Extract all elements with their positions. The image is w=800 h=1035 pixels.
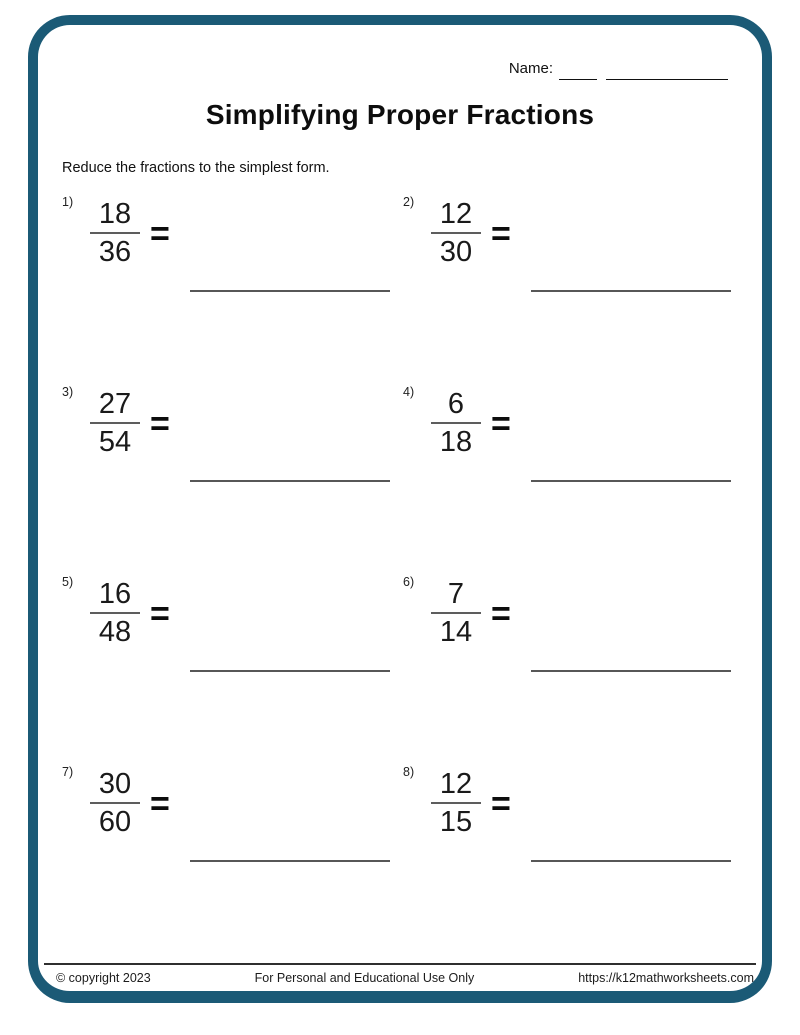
fraction-denominator: 54 [98, 426, 132, 459]
fraction-denominator: 18 [439, 426, 473, 459]
fraction [431, 768, 481, 839]
problem-number-label: 2) [403, 195, 415, 209]
fraction-denominator: 36 [98, 236, 132, 269]
answer-blank-line [190, 860, 390, 862]
page-title: Simplifying Proper Fractions [205, 99, 595, 130]
fraction-numerator: 16 [98, 578, 132, 610]
fraction-bar [431, 422, 481, 424]
fraction [90, 578, 140, 649]
answer-blank-line [531, 860, 731, 862]
footer-copyright: © copyright 2023 [56, 971, 151, 985]
answer-blank-line [531, 670, 731, 672]
name-row [509, 58, 728, 80]
equals-sign: = [150, 595, 170, 633]
fraction [90, 388, 140, 459]
equals-sign: = [491, 595, 511, 633]
name-blank-line [606, 59, 728, 80]
footer-url: https://k12mathworksheets.com [578, 971, 754, 985]
equals-sign: = [491, 405, 511, 443]
answer-blank-line [531, 290, 731, 292]
equals-sign: = [150, 215, 170, 253]
fraction-denominator: 14 [439, 616, 473, 649]
problem-7 [62, 763, 403, 893]
fraction-numerator: 12 [439, 198, 473, 230]
instruction-text: Reduce the fractions to the simplest form. [62, 160, 330, 176]
fraction [431, 578, 481, 649]
equals-sign: = [491, 785, 511, 823]
answer-blank-line [190, 670, 390, 672]
equals-sign: = [150, 785, 170, 823]
fraction-denominator: 30 [439, 236, 473, 269]
fraction-denominator: 60 [98, 806, 132, 839]
problem-number-label: 7) [62, 765, 74, 779]
fraction-bar [431, 232, 481, 234]
name-label: Name: [508, 60, 553, 77]
fraction-bar [90, 802, 140, 804]
equals-sign: = [150, 405, 170, 443]
footer-divider [44, 963, 756, 965]
fraction-numerator: 12 [439, 768, 473, 800]
fraction [90, 768, 140, 839]
fraction-bar [90, 422, 140, 424]
footer-usage-note: For Personal and Educational Use Only [254, 971, 475, 985]
problem-number-label: 1) [62, 195, 74, 209]
problem-number-label: 4) [403, 385, 415, 399]
fraction-numerator: 7 [447, 578, 465, 610]
problem-5 [62, 573, 403, 703]
fraction-numerator: 18 [98, 198, 132, 230]
problem-1 [62, 193, 403, 323]
fraction [90, 198, 140, 269]
fraction-bar [431, 612, 481, 614]
footer [56, 971, 754, 985]
problem-4 [403, 383, 744, 513]
name-blank-line [559, 59, 597, 80]
problem-2 [403, 193, 744, 323]
problem-number-label: 8) [403, 765, 415, 779]
answer-blank-line [531, 480, 731, 482]
fraction-numerator: 30 [98, 768, 132, 800]
equals-sign: = [491, 215, 511, 253]
problems-grid [62, 193, 744, 953]
answer-blank-line [190, 290, 390, 292]
fraction-denominator: 15 [439, 806, 473, 839]
fraction-denominator: 48 [98, 616, 132, 649]
problem-number-label: 5) [62, 575, 74, 589]
fraction-numerator: 27 [98, 388, 132, 420]
fraction-bar [431, 802, 481, 804]
problem-3 [62, 383, 403, 513]
answer-blank-line [190, 480, 390, 482]
fraction-bar [90, 612, 140, 614]
fraction [431, 388, 481, 459]
problem-number-label: 3) [62, 385, 74, 399]
fraction-bar [90, 232, 140, 234]
fraction-numerator: 6 [447, 388, 465, 420]
problem-8 [403, 763, 744, 893]
problem-number-label: 6) [403, 575, 415, 589]
problem-6 [403, 573, 744, 703]
fraction [431, 198, 481, 269]
